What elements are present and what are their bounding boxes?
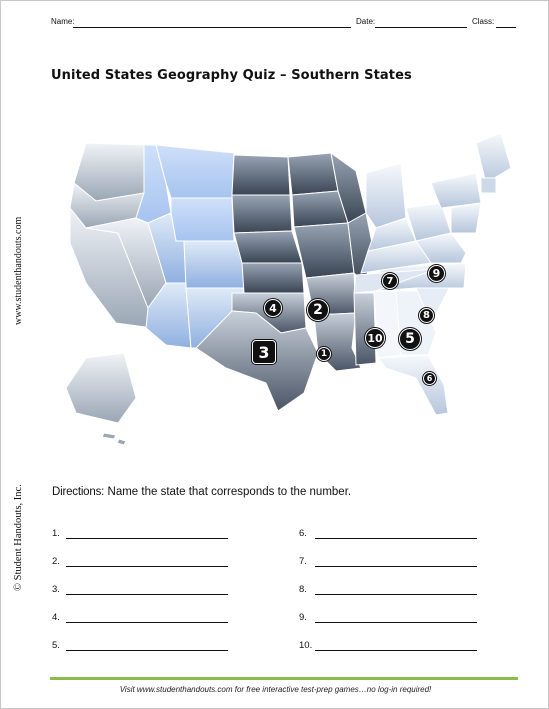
map-marker-1: 1 — [317, 347, 331, 361]
answer-number: 4. — [52, 612, 60, 623]
answer-item-8 — [299, 584, 479, 598]
answer-line[interactable] — [66, 594, 228, 595]
answer-number: 6. — [299, 528, 307, 539]
answer-item-6 — [299, 528, 479, 542]
answer-item-4 — [52, 612, 232, 626]
us-map-graphic — [56, 123, 516, 453]
answer-item-3 — [52, 584, 232, 598]
answer-number: 7. — [299, 556, 307, 567]
answer-number: 9. — [299, 612, 307, 623]
directions-text: : Name the state that corresponds to the number. — [101, 486, 352, 498]
answer-line[interactable] — [315, 650, 477, 651]
class-label: Class: — [472, 17, 495, 26]
quiz-title: United States Geography Quiz – Southern States — [51, 68, 412, 83]
answer-item-1 — [52, 528, 232, 542]
us-map — [56, 123, 516, 453]
map-marker-10: 10 — [365, 328, 385, 348]
answer-number: 2. — [52, 556, 60, 567]
answer-number: 3. — [52, 584, 60, 595]
date-label: Date: — [356, 17, 376, 26]
answer-item-10 — [299, 640, 479, 654]
map-marker-6: 6 — [423, 372, 436, 385]
answer-list — [52, 528, 482, 658]
answer-line[interactable] — [66, 538, 228, 539]
map-marker-5: 5 — [399, 328, 421, 350]
header-fields — [51, 17, 519, 31]
directions — [52, 486, 351, 498]
footer-text: Visit www.studenthandouts.com for free interactive test-prep games…no log-in required! — [119, 685, 432, 694]
answer-line[interactable] — [315, 538, 477, 539]
answer-number: 10. — [299, 640, 313, 651]
footer-divider — [50, 677, 518, 680]
side-url-text: www.studenthandouts.com — [13, 216, 24, 325]
answer-item-5 — [52, 640, 232, 654]
map-marker-3: 3 — [252, 340, 276, 364]
answer-item-9 — [299, 612, 479, 626]
answer-line[interactable] — [66, 566, 228, 567]
answer-number: 1. — [52, 528, 60, 539]
map-marker-4: 4 — [264, 299, 282, 317]
date-line — [375, 27, 467, 28]
answer-number: 5. — [52, 640, 60, 651]
map-marker-2: 2 — [307, 299, 329, 321]
class-line — [496, 27, 516, 28]
directions-label: Directions — [52, 486, 102, 498]
name-line — [73, 27, 351, 28]
answer-item-2 — [52, 556, 232, 570]
answer-number: 8. — [299, 584, 307, 595]
answer-line[interactable] — [66, 622, 228, 623]
map-marker-9: 9 — [428, 265, 445, 282]
answer-line[interactable] — [315, 566, 477, 567]
answer-line[interactable] — [315, 622, 477, 623]
map-marker-8: 8 — [419, 308, 434, 323]
answer-item-7 — [299, 556, 479, 570]
answer-line[interactable] — [66, 650, 228, 651]
name-label: Name: — [51, 17, 75, 26]
side-copyright-text: © Student Handouts, Inc. — [13, 484, 24, 591]
answer-line[interactable] — [315, 594, 477, 595]
map-marker-7: 7 — [382, 273, 398, 289]
